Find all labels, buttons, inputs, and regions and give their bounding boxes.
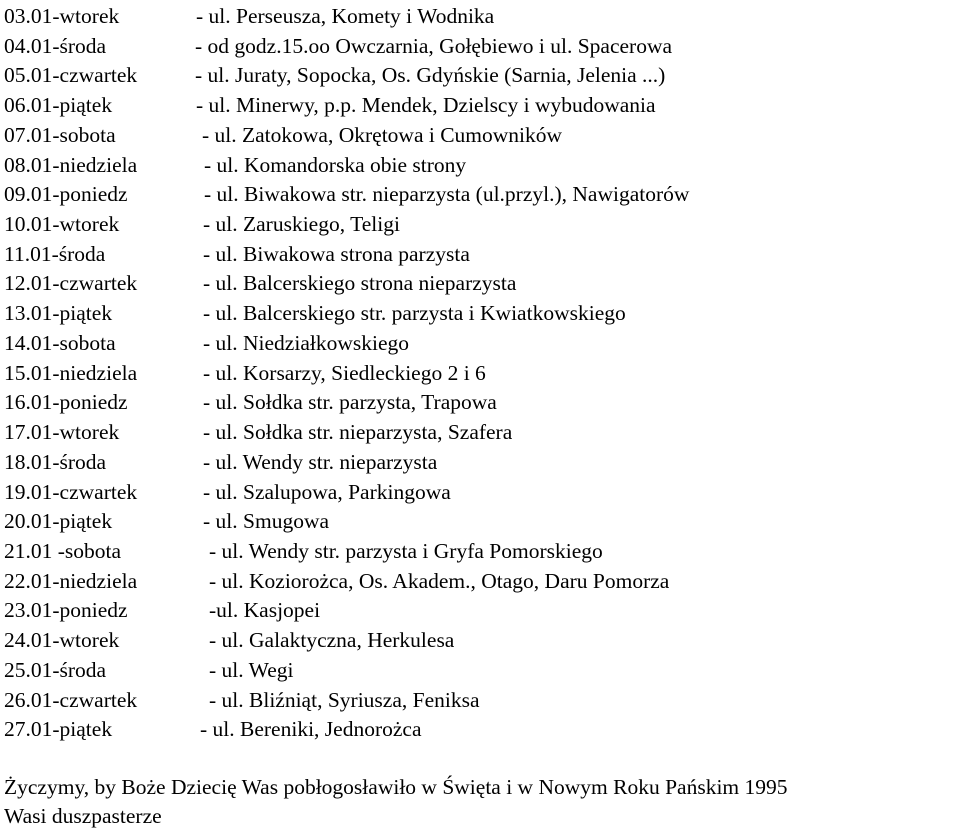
visit-streets: - ul. Galaktyczna, Herkulesa xyxy=(209,628,455,653)
visit-streets: - ul. Biwakowa str. nieparzysta (ul.przyl.), Nawigatorów xyxy=(204,182,690,207)
visit-streets: - ul. Minerwy, p.p. Mendek, Dzielscy i wybudowania xyxy=(196,93,656,118)
visit-date: 26.01-czwartek xyxy=(4,687,138,712)
visit-streets: - ul. Biwakowa strona parzysta xyxy=(203,241,470,266)
visit-date: 16.01-poniedz xyxy=(4,390,128,415)
visit-streets: - ul. Bereniki, Jednorożca xyxy=(200,717,422,742)
visit-streets: - ul. Zaruskiego, Teligi xyxy=(203,212,400,237)
visit-date: 13.01-piątek xyxy=(4,301,113,326)
visit-date: 04.01-środa xyxy=(4,33,107,58)
visit-streets: - ul. Niedziałkowskiego xyxy=(203,330,409,355)
visit-streets: - ul. Wegi xyxy=(209,657,294,682)
visit-date: 22.01-niedziela xyxy=(4,568,138,593)
visit-streets: - ul. Zatokowa, Okrętowa i Cumowników xyxy=(202,122,563,147)
visit-streets: - ul. Juraty, Sopocka, Os. Gdyńskie (Sarnia, Jelenia ...) xyxy=(195,63,666,88)
visit-streets: - ul. Balcerskiego strona nieparzysta xyxy=(203,271,517,296)
visit-streets: - ul. Szalupowa, Parkingowa xyxy=(203,479,451,504)
visit-date: 24.01-wtorek xyxy=(4,628,120,653)
visit-streets: - ul. Wendy str. nieparzysta xyxy=(203,449,438,474)
visit-streets: - ul. Smugowa xyxy=(203,509,330,534)
visit-date: 27.01-piątek xyxy=(4,717,113,742)
visit-streets: - ul. Perseusza, Komety i Wodnika xyxy=(196,4,495,28)
visit-date: 17.01-wtorek xyxy=(4,420,120,445)
visit-date: 19.01-czwartek xyxy=(4,479,138,504)
closing-signature: Wasi duszpasterze xyxy=(4,804,162,828)
visit-streets: - ul. Sołdka str. parzysta, Trapowa xyxy=(203,390,497,415)
visit-streets: -ul. Kasjopei xyxy=(209,598,321,623)
visit-date: 10.01-wtorek xyxy=(4,212,120,237)
visit-streets: - od godz.15.oo Owczarnia, Gołębiewo i ul. Spacerowa xyxy=(195,33,673,58)
visit-date: 15.01-niedziela xyxy=(4,360,138,385)
visit-date: 18.01-środa xyxy=(4,449,107,474)
visit-streets: - ul. Korsarzy, Siedleckiego 2 i 6 xyxy=(203,360,486,385)
visit-streets: - ul. Koziorożca, Os. Akadem., Otago, Daru Pomorza xyxy=(209,568,670,593)
visit-date: 25.01-środa xyxy=(4,657,107,682)
closing-wish: Życzymy, by Boże Dziecię Was pobłogosławiło w Święta i w Nowym Roku Pańskim 1995 xyxy=(4,775,788,799)
visit-streets: - ul. Balcerskiego str. parzysta i Kwiatkowskiego xyxy=(203,301,626,326)
visit-streets: - ul. Sołdka str. nieparzysta, Szafera xyxy=(203,420,513,445)
visit-date: 14.01-sobota xyxy=(4,330,116,355)
visit-streets: - ul. Bliźniąt, Syriusza, Feniksa xyxy=(209,687,480,712)
visit-date: 08.01-niedziela xyxy=(4,152,138,177)
visit-date: 11.01-środa xyxy=(4,241,106,266)
visit-date: 23.01-poniedz xyxy=(4,598,128,623)
visit-date: 07.01-sobota xyxy=(4,122,116,147)
visit-date: 21.01 -sobota xyxy=(4,538,122,563)
visit-date: 06.01-piątek xyxy=(4,93,113,118)
visit-streets: - ul. Wendy str. parzysta i Gryfa Pomorskiego xyxy=(209,538,603,563)
visit-date: 03.01-wtorek xyxy=(4,4,120,28)
visit-date: 12.01-czwartek xyxy=(4,271,138,296)
visit-date: 09.01-poniedz xyxy=(4,182,128,207)
visit-date: 05.01-czwartek xyxy=(4,63,138,88)
visit-streets: - ul. Komandorska obie strony xyxy=(204,152,467,177)
visit-date: 20.01-piątek xyxy=(4,509,113,534)
